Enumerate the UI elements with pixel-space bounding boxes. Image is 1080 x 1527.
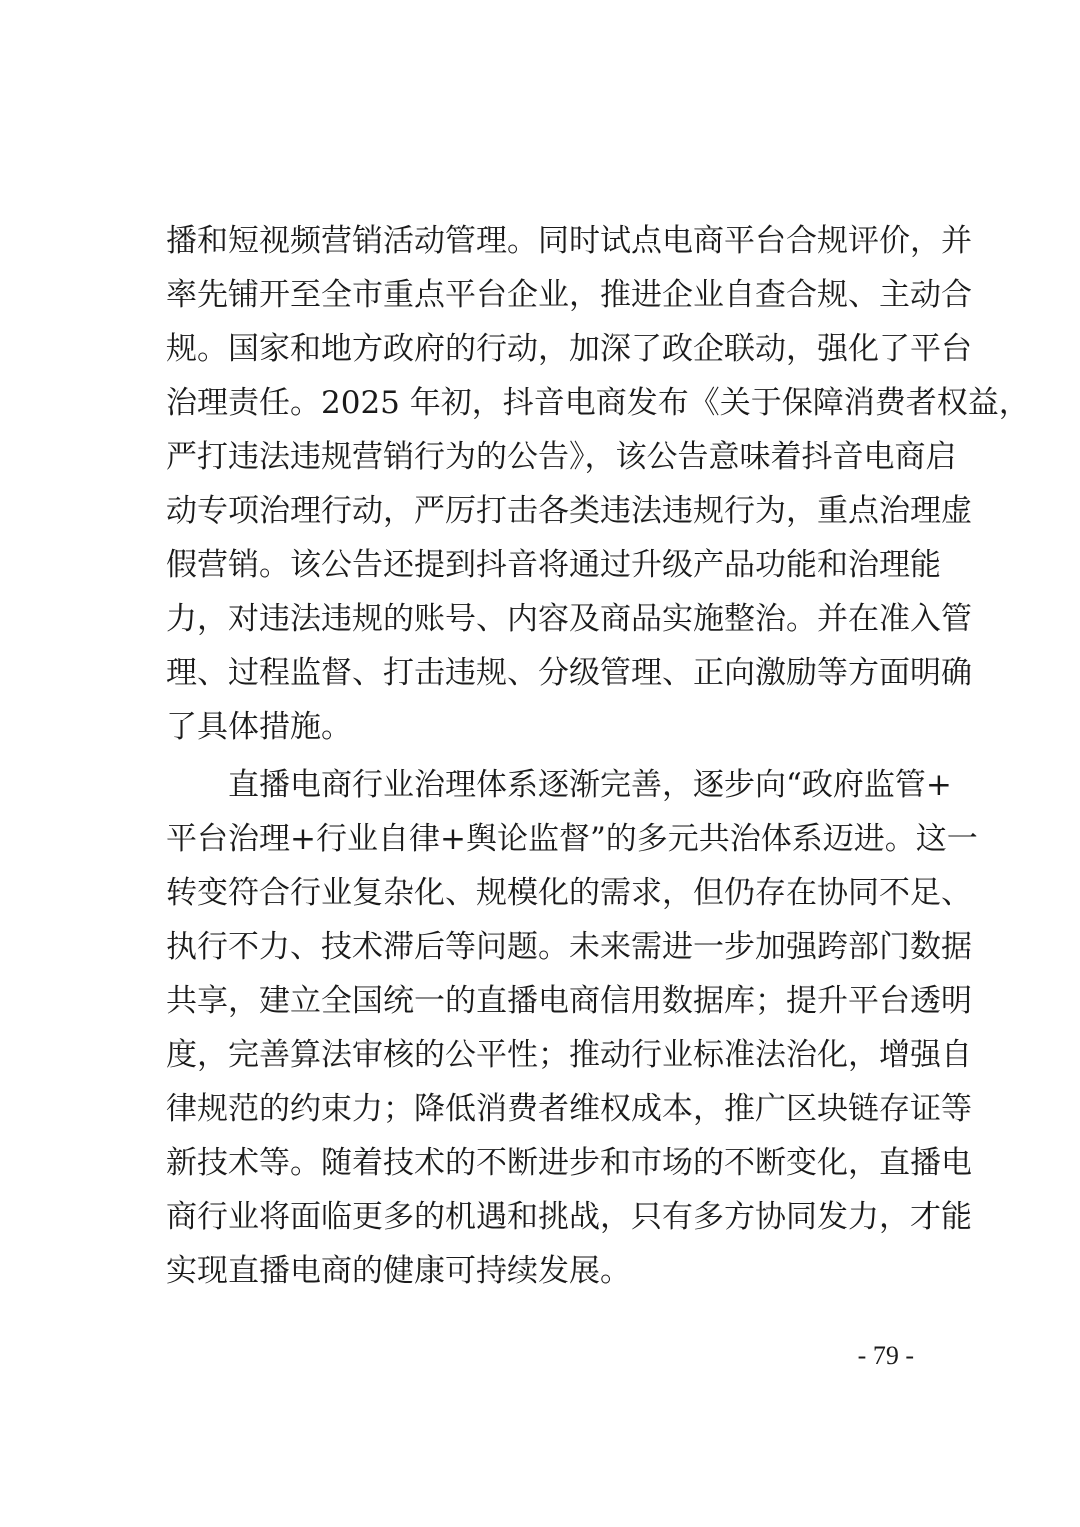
text-line: 假营销。该公告还提到抖音将通过升级产品功能和治理能 (166, 547, 941, 583)
text-line: 动专项治理行动，严厉打击各类违法违规行为，重点治理虚 (166, 493, 972, 529)
text-line: 规。国家和地方政府的行动，加深了政企联动，强化了平台 (166, 331, 972, 367)
text-line: 率先铺开至全市重点平台企业，推进企业自查合规、主动合 (166, 277, 972, 313)
text-line: 严打违法违规营销行为的公告》，该公告意味着抖音电商启 (166, 439, 957, 475)
text-line: 力，对违法违规的账号、内容及商品实施整治。并在准入管 (166, 601, 972, 637)
text-line: 律规范的约束力；降低消费者维权成本，推广区块链存证等 (166, 1091, 972, 1127)
text-line: 转变符合行业复杂化、规模化的需求，但仍存在协同不足、 (166, 875, 972, 911)
text-line: 执行不力、技术滞后等问题。未来需进一步加强跨部门数据 (166, 929, 972, 965)
text-line: 治理责任。2025 年初，抖音电商发布《关于保障消费者权益， (166, 385, 1030, 421)
text-line: 实现直播电商的健康可持续发展。 (166, 1253, 631, 1289)
text-line: 直播电商行业治理体系逐渐完善，逐步向“政府监管+ (166, 767, 952, 803)
text-line: 理、过程监督、打击违规、分级管理、正向激励等方面明确 (166, 655, 972, 691)
text-line: 商行业将面临更多的机遇和挑战，只有多方协同发力，才能 (166, 1199, 972, 1235)
text-line: 播和短视频营销活动管理。同时试点电商平台合规评价，并 (166, 223, 972, 259)
text-line: 平台治理+行业自律+舆论监督”的多元共治体系迈进。这一 (166, 821, 978, 857)
text-line: 新技术等。随着技术的不断进步和市场的不断变化，直播电 (166, 1145, 972, 1181)
page-number: - 79 - (857, 1341, 914, 1370)
paragraph-1 (166, 214, 1030, 754)
text-line: 度，完善算法审核的公平性；推动行业标准法治化，增强自 (166, 1037, 972, 1073)
text-line: 了具体措施。 (166, 709, 352, 745)
paragraph-2 (166, 758, 978, 1298)
text-line: 共享，建立全国统一的直播电商信用数据库；提升平台透明 (166, 983, 972, 1019)
